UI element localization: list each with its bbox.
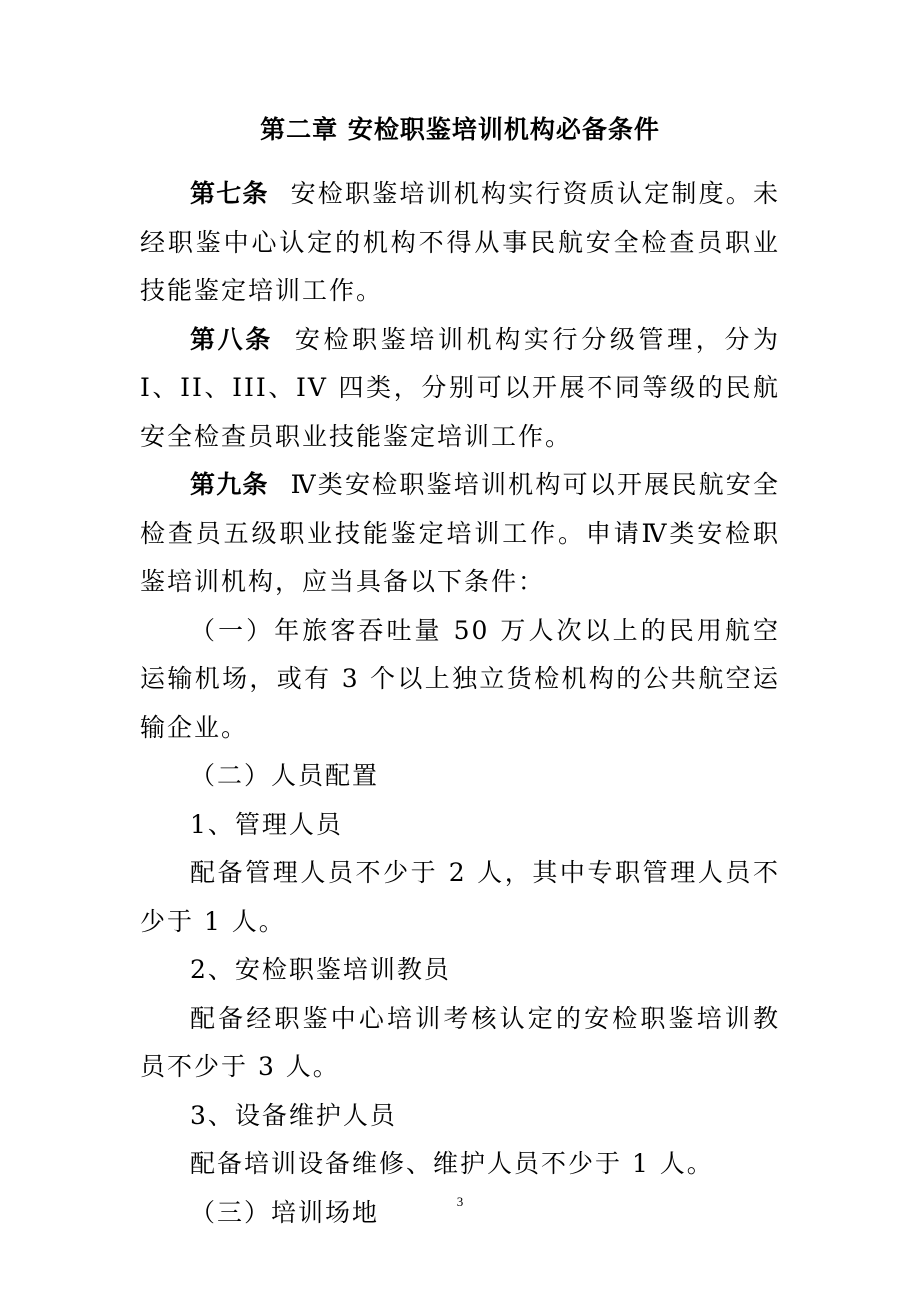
sub-1-heading: 1、管理人员 — [190, 809, 343, 839]
document-body — [140, 170, 780, 1237]
article-7-label: 第七条 — [190, 179, 269, 208]
sub-2-paragraph: 配备经职鉴中心培训考核认定的安检职鉴培训教员不少于 3 人。 — [140, 1003, 780, 1081]
article-8-text: 安检职鉴培训机构实行分级管理，分为 I、II、III、IV 四类，分别可以开展不同等级的民航安全检查员职业技能鉴定培训工作。 — [140, 324, 780, 451]
article-9-label: 第九条 — [190, 470, 269, 499]
page-number: 3 — [456, 1194, 464, 1209]
article-7-paragraph — [140, 170, 780, 316]
article-8-paragraph — [140, 316, 780, 462]
item-1-paragraph: （一）年旅客吞吐量 50 万人次以上的民用航空运输机场，或有 3 个以上独立货检机构的公共航空运输企业。 — [140, 615, 780, 742]
article-8-label: 第八条 — [190, 324, 273, 354]
chapter-title: 第二章 安检职鉴培训机构必备条件 — [260, 115, 660, 144]
item-3-heading: （三）培训场地 — [190, 1197, 380, 1227]
article-9-text: Ⅳ类安检职鉴培训机构可以开展民航安全检查员五级职业技能鉴定培训工作。申请Ⅳ类安检职鉴培训机构，应当具备以下条件： — [140, 470, 780, 596]
sub-1-paragraph: 配备管理人员不少于 2 人，其中专职管理人员不少于 1 人。 — [140, 858, 780, 936]
sub-3-heading: 3、设备维护人员 — [190, 1100, 397, 1130]
sub-2-heading: 2、安检职鉴培训教员 — [190, 955, 451, 984]
article-9-paragraph — [140, 461, 780, 607]
sub-3-paragraph: 配备培训设备维修、维护人员不少于 1 人。 — [190, 1149, 714, 1178]
item-2-heading: （二）人员配置 — [190, 761, 380, 790]
article-7-text: 安检职鉴培训机构实行资质认定制度。未经职鉴中心认定的机构不得从事民航安全检查员职业技能鉴定培训工作。 — [140, 179, 780, 305]
